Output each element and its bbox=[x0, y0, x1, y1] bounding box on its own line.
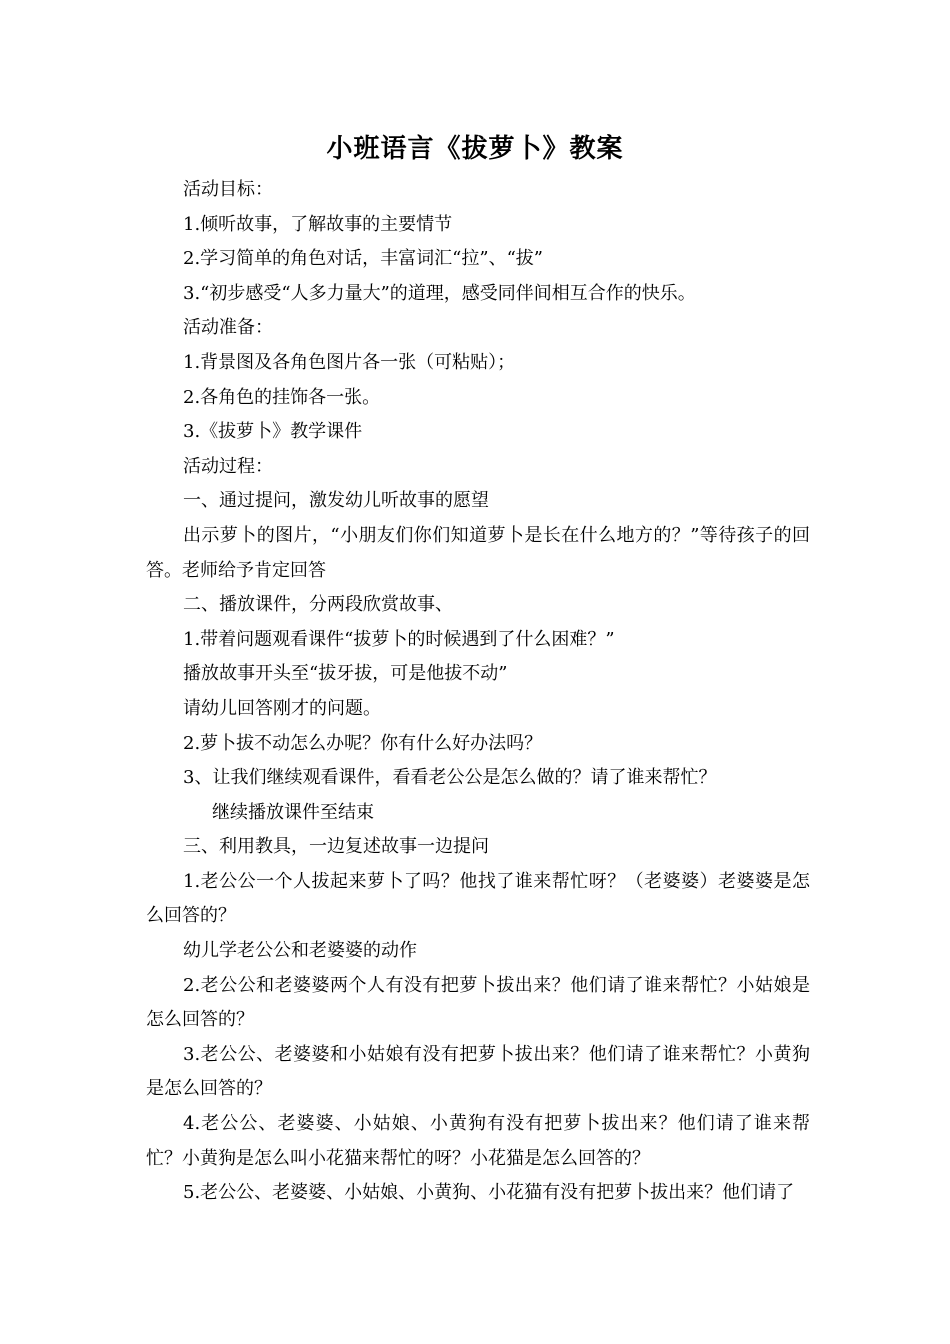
paragraph: 1.老公公一个人拔起来萝卜了吗？他找了谁来帮忙呀？（老婆婆）老婆婆是怎么回答的？ bbox=[146, 870, 810, 927]
section-heading-preparation: 活动准备： bbox=[183, 317, 273, 339]
paragraph: 3.《拔萝卜》教学课件 bbox=[183, 421, 363, 443]
paragraph: 4.老公公、老婆婆、小姑娘、小黄狗有没有把萝卜拔出来？他们请了谁来帮忙？小黄狗是怎么叫小花猫来帮忙的呀？小花猫是怎么回答的？ bbox=[146, 1113, 810, 1169]
paragraph: 播放故事开头至“拔牙拔，可是他拔不动” bbox=[183, 663, 508, 685]
paragraph: 3、让我们继续观看课件，看看老公公是怎么做的？请了谁来帮忙？ bbox=[183, 767, 717, 789]
paragraph: 出示萝卜的图片，“小朋友们你们知道萝卜是长在什么地方的？”等待孩子的回答。老师给予肯定回答 bbox=[146, 524, 810, 581]
paragraph: 继续播放课件至结束 bbox=[212, 801, 374, 823]
section-heading-process: 活动过程： bbox=[183, 455, 273, 477]
paragraph: 2.老公公和老婆婆两个人有没有把萝卜拔出来？他们请了谁来帮忙？小姑娘是怎么回答的？ bbox=[146, 974, 810, 1031]
document-title: 小班语言《拔萝卜》教案 bbox=[326, 134, 624, 164]
paragraph: 1.倾听故事，了解故事的主要情节 bbox=[183, 213, 453, 235]
paragraph: 一、通过提问，激发幼儿听故事的愿望 bbox=[183, 490, 489, 512]
paragraph: 1.带着问题观看课件“拔萝卜的时候遇到了什么困难？” bbox=[183, 628, 615, 650]
paragraph: 三、利用教具，一边复述故事一边提问 bbox=[183, 836, 489, 858]
paragraph: 二、播放课件，分两段欣赏故事、 bbox=[183, 594, 453, 616]
paragraph: 5.老公公、老婆婆、小姑娘、小黄狗、小花猫有没有把萝卜拔出来？他们请了 bbox=[183, 1182, 795, 1204]
paragraph: 3.老公公、老婆婆和小姑娘有没有把萝卜拔出来？他们请了谁来帮忙？小黄狗是怎么回答的？ bbox=[146, 1043, 810, 1100]
section-heading-goals: 活动目标： bbox=[183, 179, 273, 200]
paragraph: 1.背景图及各角色图片各一张（可粘贴）； bbox=[183, 351, 516, 373]
paragraph: 请幼儿回答刚才的问题。 bbox=[183, 697, 381, 719]
paragraph: 2.萝卜拔不动怎么办呢？你有什么好办法吗？ bbox=[183, 732, 543, 754]
paragraph: 3.“初步感受“人多力量大”的道理，感受同伴间相互合作的快乐。 bbox=[183, 282, 696, 304]
paragraph: 2.学习简单的角色对话，丰富词汇“拉”、“拔” bbox=[183, 248, 543, 270]
paragraph: 2.各角色的挂饰各一张。 bbox=[183, 386, 381, 408]
paragraph: 幼儿学老公公和老婆婆的动作 bbox=[183, 940, 417, 962]
document-body bbox=[146, 173, 810, 1211]
